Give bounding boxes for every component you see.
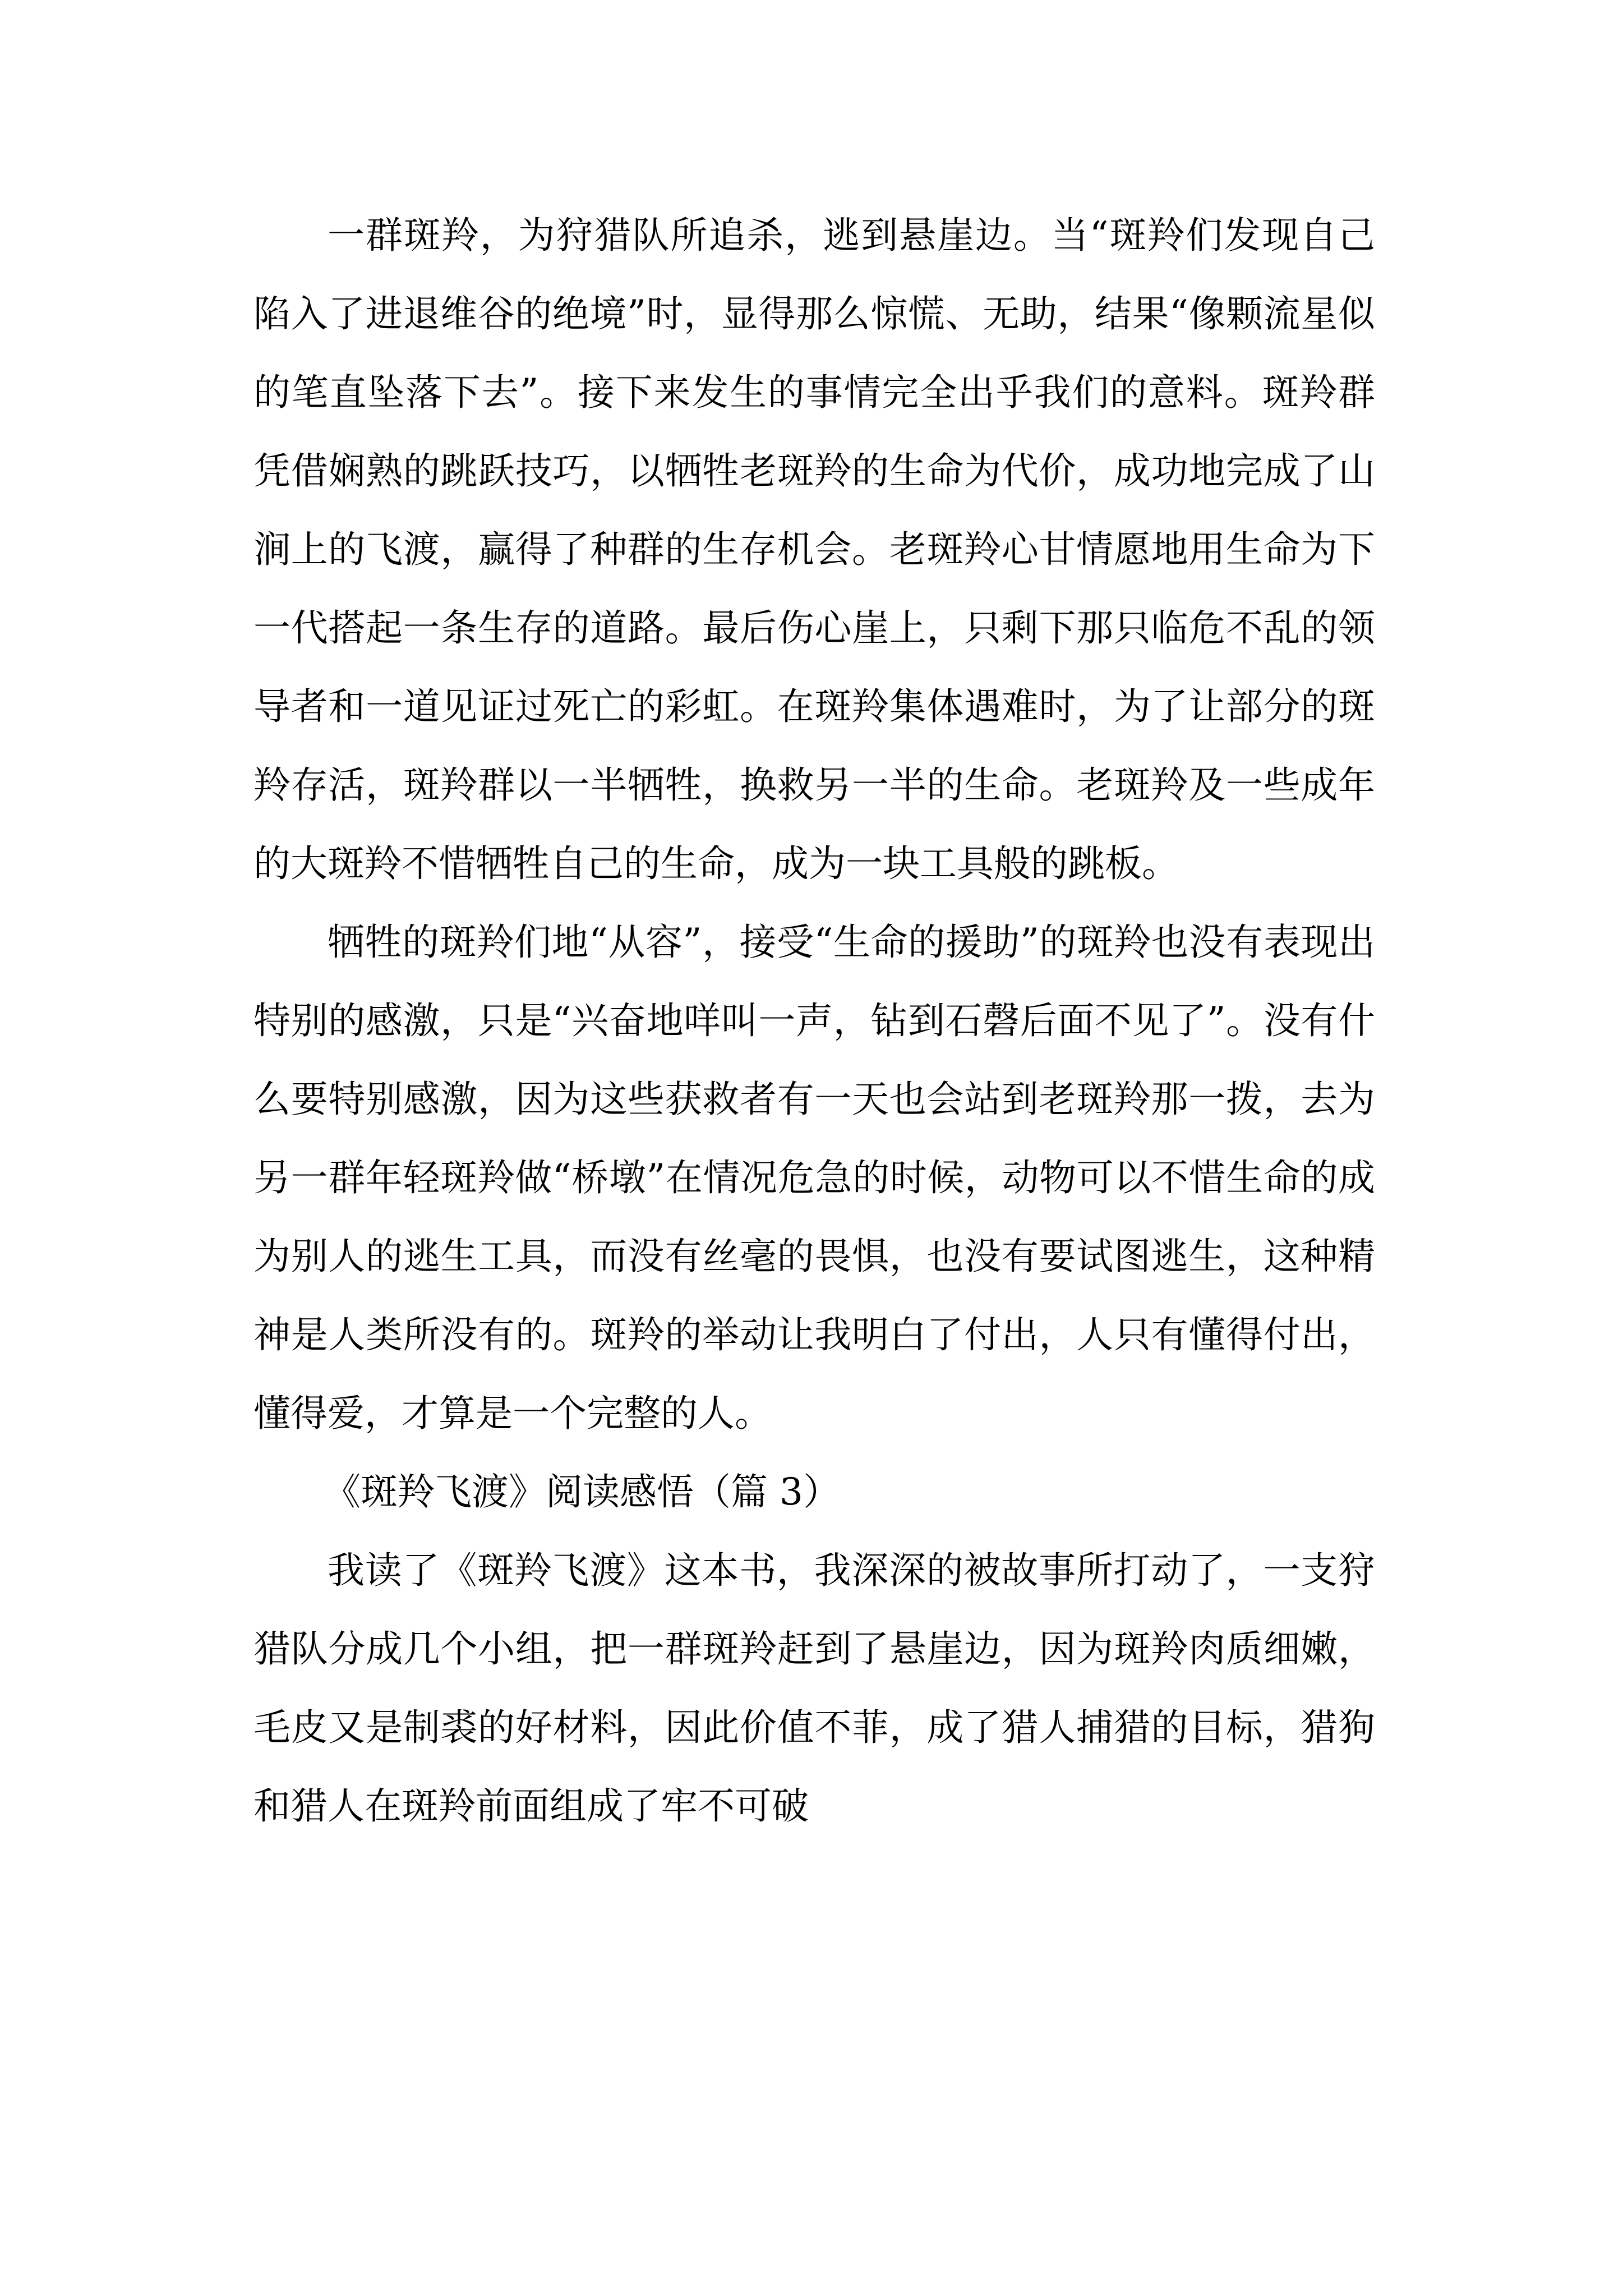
section-heading: 《斑羚飞渡》阅读感悟（篇 3） — [324, 1470, 840, 1513]
paragraph-1: 一群斑羚，为狩猎队所追杀，逃到悬崖边。当“斑羚们发现自己陷入了进退维谷的绝境”时，显得那么惊慌、无助，结果“像颗流星似的笔直坠落下去”。接下来发生的事情完全出乎我们的意料。斑羚群凭借娴熟的跳跃技巧，以牺牲老斑羚的生命为代价，成功地完成了山涧上的飞渡，赢得了种群的生存机会。老斑羚心甘情愿地用生命为下一代搭起一条生存的道路。最后伤心崖上，只剩下那只临危不乱的领导者和一道见证过死亡的彩虹。在斑羚集体遇难时，为了让部分的斑羚存活，斑羚群以一半牺牲，换救另一半的生命。老斑羚及一些成年的大斑羚不惜牺牲自己的生命，成为一块工具般的跳板。 — [253, 214, 1375, 885]
paragraph-3: 我读了《斑羚飞渡》这本书，我深深的被故事所打动了，一支狩猎队分成几个小组，把一群斑羚赶到了悬崖边，因为斑羚肉质细嫩，毛皮又是制裘的好材料，因此价值不菲，成了猎人捕猎的目标，猎狗和猎人在斑羚前面组成了牢不可破 — [253, 1549, 1375, 1828]
paragraph-2: 牺牲的斑羚们地“从容”，接受“生命的援助”的斑羚也没有表现出特别的感激，只是“兴奋地咩叫一声，钻到石磬后面不见了”。没有什么要特别感激，因为这些获救者有一天也会站到老斑羚那一拨，去为另一群年轻斑羚做“桥墩”在情况危急的时候，动物可以不惜生命的成为别人的逃生工具，而没有丝毫的畏惧，也没有要试图逃生，这种精神是人类所没有的。斑羚的举动让我明白了付出，人只有懂得付出，懂得爱，才算是一个完整的人。 — [253, 921, 1375, 1435]
document-body — [253, 196, 1375, 1846]
